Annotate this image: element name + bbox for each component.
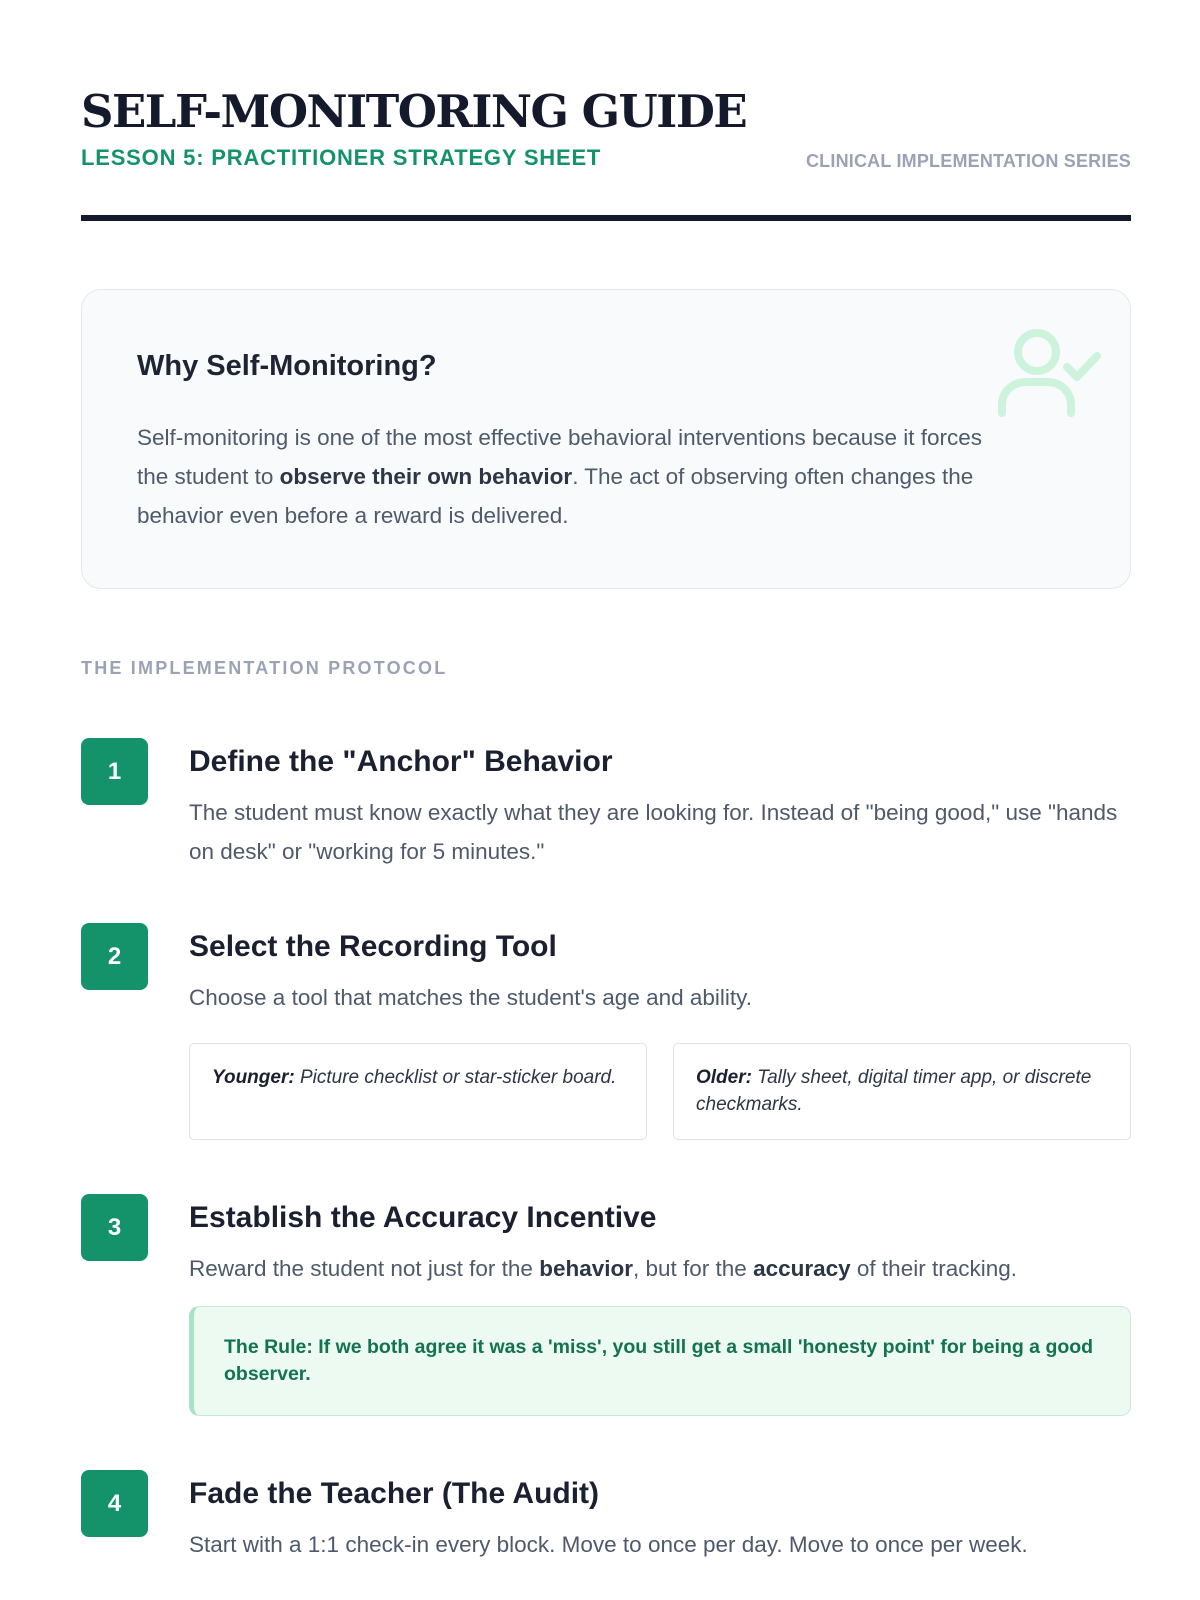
intro-card	[81, 289, 1131, 589]
section-label: THE IMPLEMENTATION PROTOCOL	[81, 658, 448, 678]
intro-body-text: Self-monitoring is one of the most effective behavioral interventions because it forces the student to	[137, 425, 983, 489]
tool-card-label: Older:	[696, 1067, 752, 1088]
honesty-rule-callout: The Rule: If we both agree it was a 'miss', you still get a small 'honesty point' for being a good observer.	[189, 1306, 1131, 1416]
strategy-sheet	[81, 0, 1131, 1557]
step-description-emphasis: behavior	[539, 1256, 633, 1281]
step-number-badge: 1	[81, 738, 148, 805]
tool-card-younger	[189, 1043, 647, 1140]
step-title: Define the "Anchor" Behavior	[189, 745, 613, 778]
intro-heading: Why Self-Monitoring?	[137, 350, 437, 382]
step-description: Start with a 1:1 check-in every block. Move to once per day. Move to once per week.	[189, 1532, 1028, 1557]
page-title: SELF-MONITORING GUIDE	[81, 85, 747, 138]
intro-body-text-end: . The act of observing often changes the behavior even before a reward is delivered.	[137, 464, 974, 528]
step-description-text: of their tracking.	[850, 1256, 1017, 1281]
step-description-emphasis: accuracy	[753, 1256, 851, 1281]
intro-body	[137, 418, 1017, 535]
step-description-text: , but for the	[632, 1256, 754, 1281]
step-title: Select the Recording Tool	[189, 930, 557, 963]
page-header	[81, 0, 1131, 222]
step-description: Choose a tool that matches the student's age and ability.	[189, 985, 752, 1010]
user-check-icon	[997, 325, 1102, 420]
tool-card-text: Picture checklist or star-sticker board.	[294, 1067, 617, 1088]
intro-body-emphasis: observe their own behavior	[279, 464, 573, 489]
step-description-text: Reward the student not just for the	[189, 1256, 540, 1281]
step-number-badge: 3	[81, 1194, 148, 1261]
step-title: Establish the Accuracy Incentive	[189, 1201, 657, 1234]
step-number-badge: 4	[81, 1470, 148, 1537]
tool-card-text: Tally sheet, digital timer app, or discrete checkmarks.	[696, 1067, 1092, 1115]
step-title: Fade the Teacher (The Audit)	[189, 1477, 600, 1510]
series-label: CLINICAL IMPLEMENTATION SERIES	[805, 151, 1131, 171]
lesson-subtitle: LESSON 5: PRACTITIONER STRATEGY SHEET	[81, 145, 602, 170]
step-number-badge: 2	[81, 923, 148, 990]
tool-card-label: Younger:	[212, 1067, 295, 1088]
step-description: The student must know exactly what they are looking for. Instead of "being good," use "hands on desk" or "working for 5 minutes."	[189, 800, 1118, 864]
tool-card-older	[673, 1043, 1131, 1140]
header-divider	[81, 215, 1131, 221]
step-description	[189, 1249, 1129, 1288]
